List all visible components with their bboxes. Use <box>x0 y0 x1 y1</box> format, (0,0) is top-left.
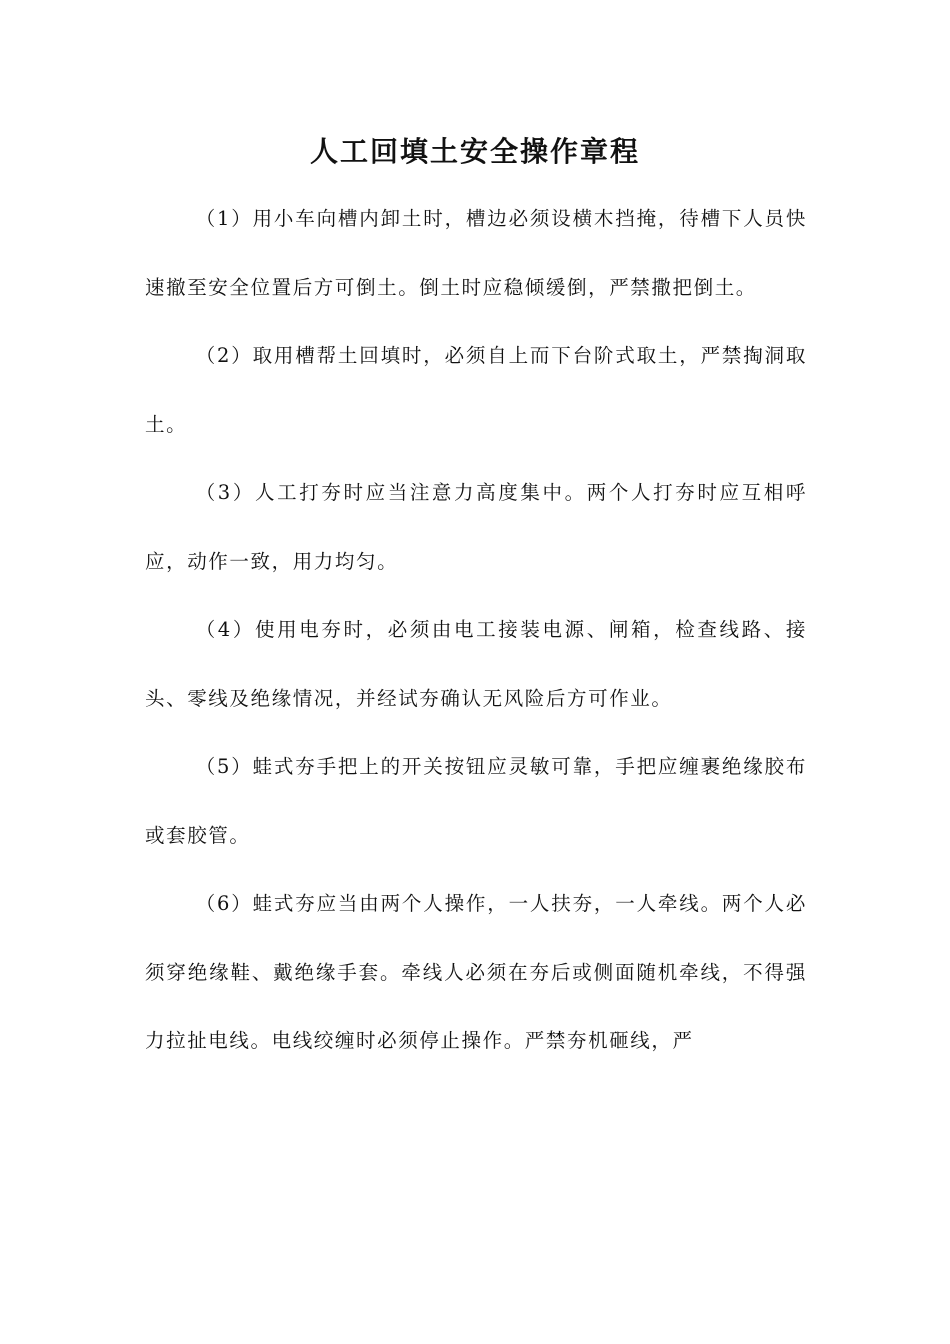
document-body <box>145 185 807 1076</box>
paragraph-4: （4）使用电夯时，必须由电工接装电源、闸箱，检查线路、接头、零线及绝缘情况，并经试夯确认无风险后方可作业。 <box>145 618 807 710</box>
paragraph-2: （2）取用槽帮土回填时，必须自上而下台阶式取土，严禁掏洞取土。 <box>145 344 807 436</box>
paragraph-3: （3）人工打夯时应当注意力高度集中。两个人打夯时应互相呼应，动作一致，用力均匀。 <box>145 481 807 573</box>
document-title: 人工回填土安全操作章程 <box>309 135 640 168</box>
paragraph-5: （5）蛙式夯手把上的开关按钮应灵敏可靠，手把应缠裹绝缘胶布或套胶管。 <box>145 755 807 847</box>
paragraph-1: （1）用小车向槽内卸土时，槽边必须设横木挡掩，待槽下人员快速撤至安全位置后方可倒土。倒土时应稳倾缓倒，严禁撒把倒土。 <box>145 207 807 299</box>
paragraph-6: （6）蛙式夯应当由两个人操作，一人扶夯，一人牵线。两个人必须穿绝缘鞋、戴绝缘手套。牵线人必须在夯后或侧面随机牵线，不得强力拉扯电线。电线绞缠时必须停止操作。严禁夯机砸线，严 <box>145 892 807 1052</box>
